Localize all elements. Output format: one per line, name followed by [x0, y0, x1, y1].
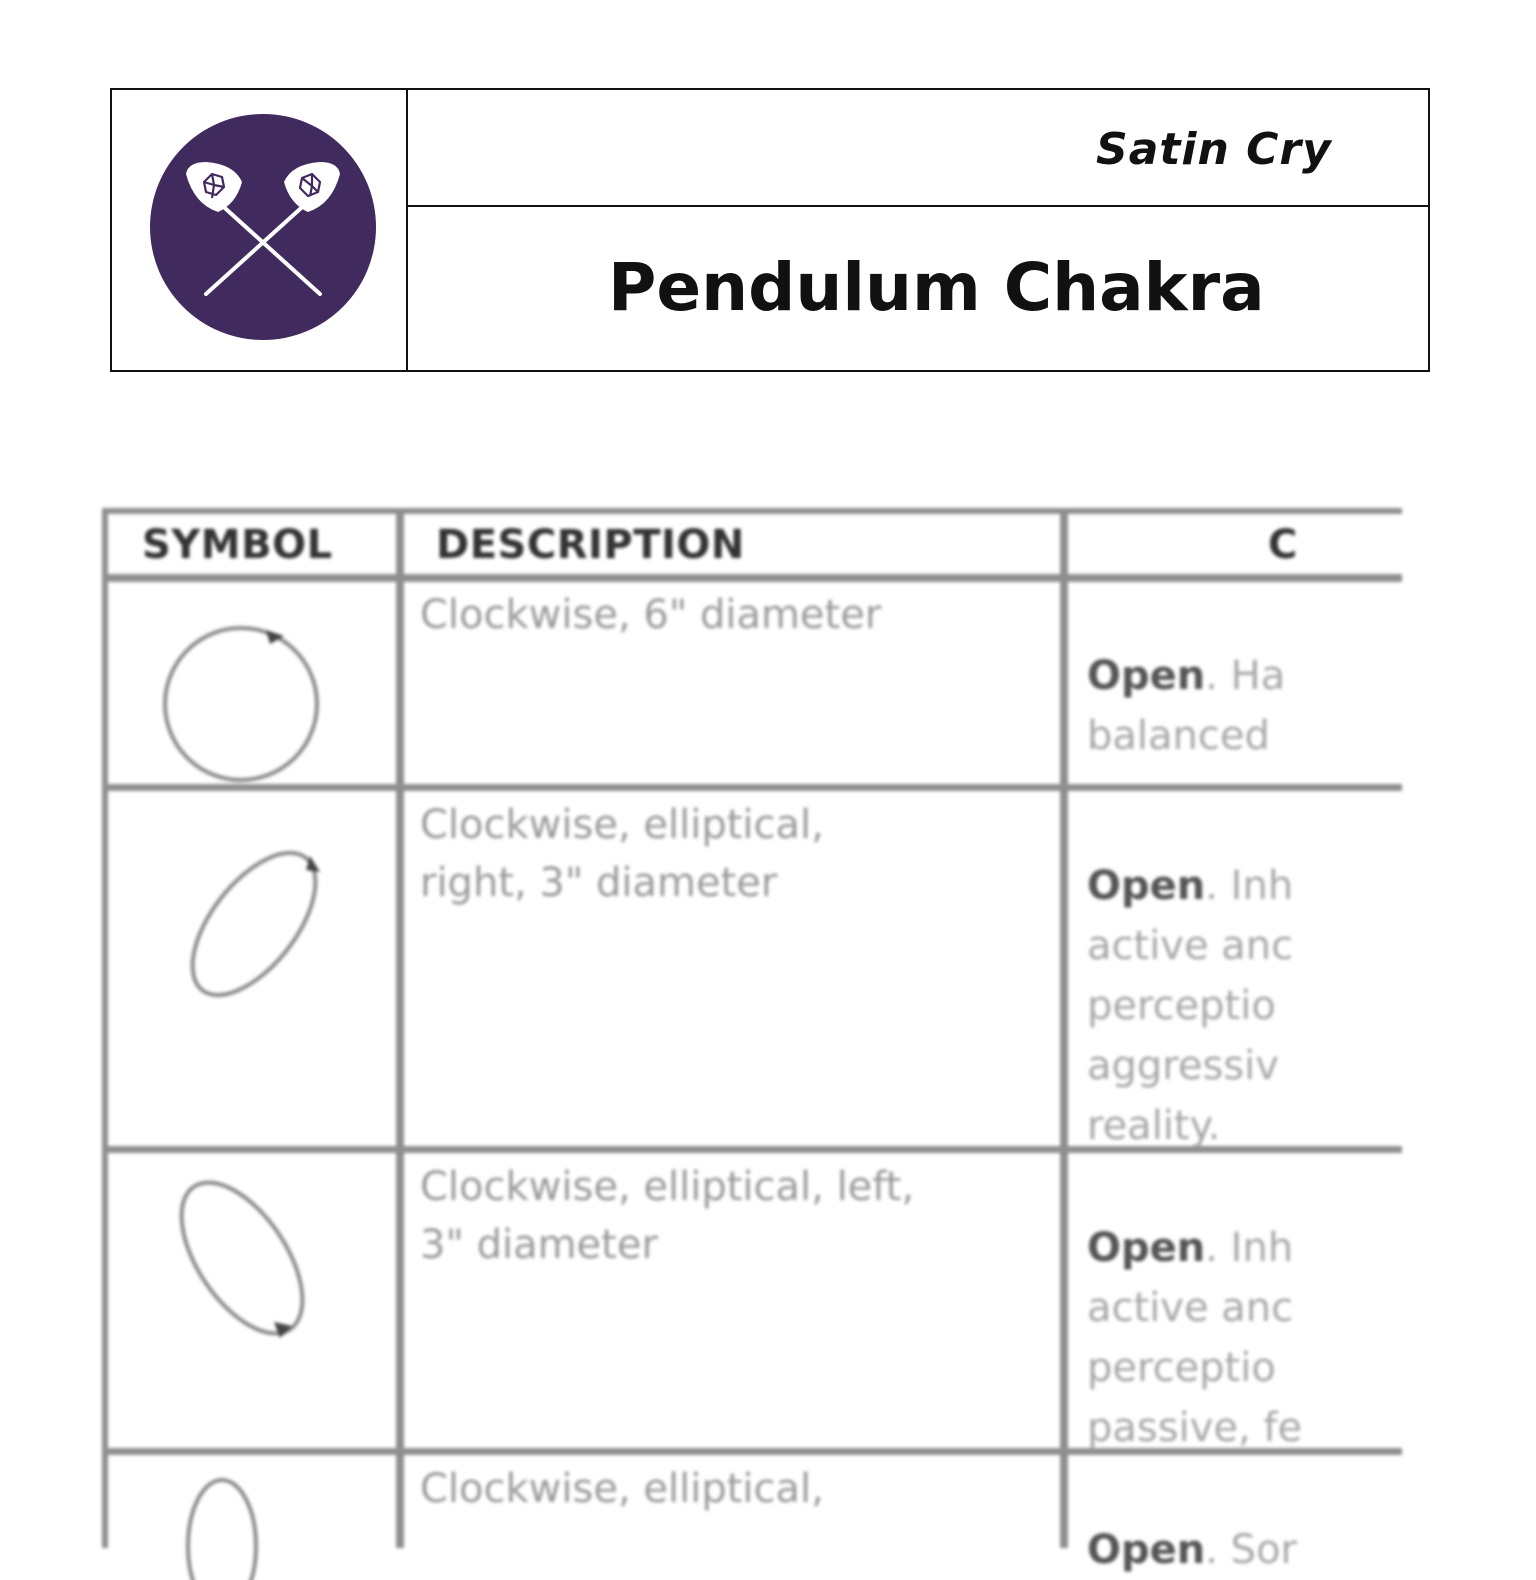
row-description: Clockwise, elliptical, right, 3" diameter: [420, 802, 824, 906]
document-header: [110, 88, 1430, 372]
meaning-text: . Inh active anc perceptio passive, fe: [1087, 1225, 1303, 1451]
brand-name: Satin Cry: [1096, 124, 1332, 175]
row-meaning: [1087, 1158, 1302, 1458]
table-border-left: [102, 508, 108, 1548]
meaning-text: . Inh active anc perceptio aggressiv reality.: [1087, 863, 1294, 1149]
title-cell: [408, 90, 1428, 370]
column-header-description: DESCRIPTION: [436, 522, 745, 568]
brand-row: [408, 90, 1428, 207]
column-header-chakra: C: [1268, 522, 1298, 568]
row-meaning: [1087, 796, 1293, 1156]
column-divider: [396, 508, 404, 1548]
crossed-shovels-crystal-icon: [148, 112, 378, 342]
clockwise-circle-icon: [158, 618, 328, 788]
title-row: [408, 207, 1428, 370]
meaning-status: Open: [1087, 1225, 1206, 1271]
clockwise-ellipse-vertical-icon: [180, 1476, 280, 1556]
meaning-status: Open: [1087, 1527, 1206, 1573]
meaning-status: Open: [1087, 863, 1206, 909]
page-title: Pendulum Chakra: [608, 249, 1265, 326]
clockwise-ellipse-right-icon: [168, 838, 338, 1008]
row-description: Clockwise, elliptical, left, 3" diameter: [420, 1164, 915, 1268]
logo-cell: [112, 90, 408, 370]
meaning-text: . Ha balanced: [1087, 653, 1286, 759]
header-row-divider: [102, 574, 1402, 582]
meaning-text: . Sor: [1205, 1527, 1297, 1573]
row-description: Clockwise, elliptical,: [420, 1466, 824, 1512]
clockwise-ellipse-left-icon: [162, 1172, 332, 1342]
column-header-symbol: SYMBOL: [142, 522, 333, 568]
table-border-top: [102, 508, 1402, 514]
row-meaning: [1087, 586, 1285, 766]
row-meaning: [1087, 1460, 1297, 1580]
row-description: Clockwise, 6" diameter: [420, 592, 882, 638]
symbol-table: [102, 508, 1402, 1573]
column-divider: [1060, 508, 1068, 1548]
meaning-status: Open: [1087, 653, 1206, 699]
